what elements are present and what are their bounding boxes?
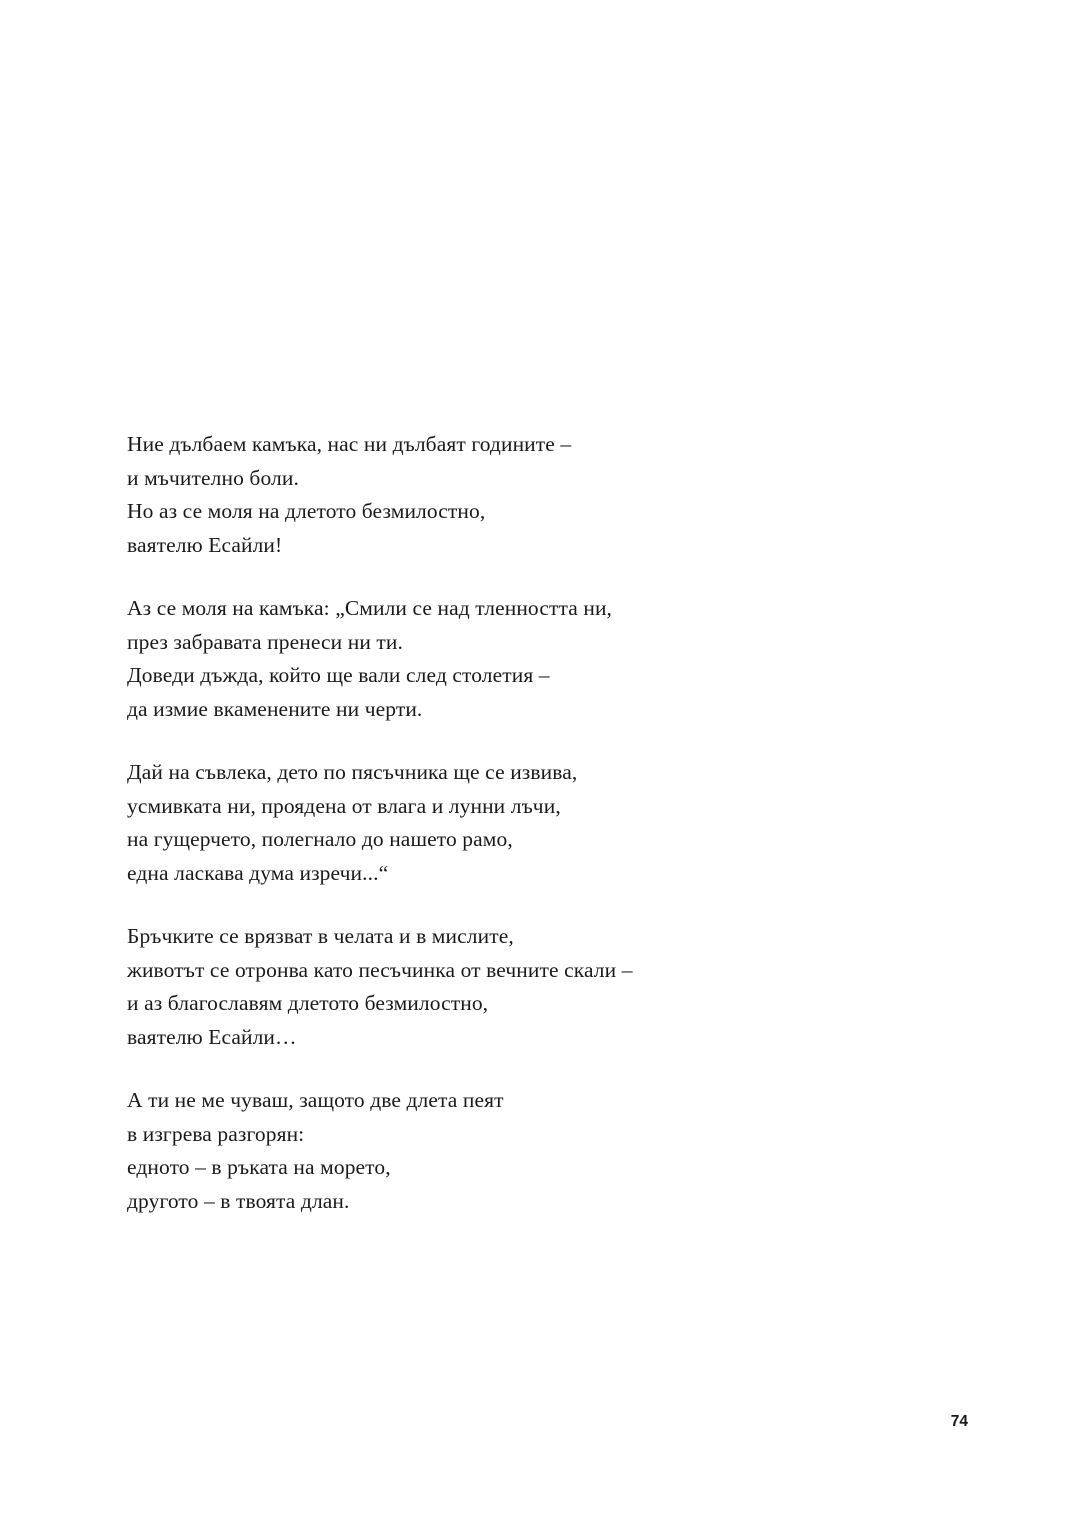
poem-stanza [127, 428, 947, 562]
poem-line: Ние дълбаем камъка, нас ни дълбаят годините – [127, 432, 572, 456]
poem-line: в изгрева разгорян: [127, 1121, 305, 1146]
poem-line: Но аз се моля на длетото безмилостно, [127, 499, 486, 523]
poem-line: усмивката ни, проядена от влага и лунни лъчи, [127, 793, 561, 818]
poem-line: Дай на съвлека, дето по пясъчника ще се извива, [127, 760, 578, 784]
poem-line: на гущерчето, полегнало до нашето рамо, [127, 827, 513, 851]
page-number: 74 [950, 1413, 968, 1430]
poem-line: една ласкава дума изречи...“ [127, 860, 389, 885]
poem-line: ваятелю Есайли… [127, 1024, 297, 1049]
poem-stanza [127, 592, 947, 726]
poem-line: през забравата пренеси ни ти. [127, 629, 403, 654]
poem-line: да измие вкаменените ни черти. [127, 696, 423, 721]
poem-line: едното – в ръката на морето, [127, 1155, 391, 1179]
poem-line: другото – в твоята длан. [127, 1188, 350, 1213]
poem-line: ваятелю Есайли! [127, 532, 283, 557]
poem-line: Аз се моля на камъка: „Смили се над тленността ни, [127, 596, 613, 620]
poem-stanza [127, 756, 947, 890]
poem-text-block [127, 428, 947, 1218]
poem-stanza [127, 1084, 947, 1218]
poem-line: и мъчително боли. [127, 465, 299, 490]
poem-stanza [127, 920, 947, 1054]
poem-line: и аз благославям длетото безмилостно, [127, 991, 489, 1015]
poem-line: животът се отронва като песъчинка от вечните скали – [127, 957, 633, 982]
poem-line: Доведи дъжда, който ще вали след столетия – [127, 663, 550, 687]
poem-line: Бръчките се врязват в челата и в мислите, [127, 924, 514, 948]
poem-line: А ти не ме чуваш, защото две длета пеят [127, 1088, 504, 1112]
